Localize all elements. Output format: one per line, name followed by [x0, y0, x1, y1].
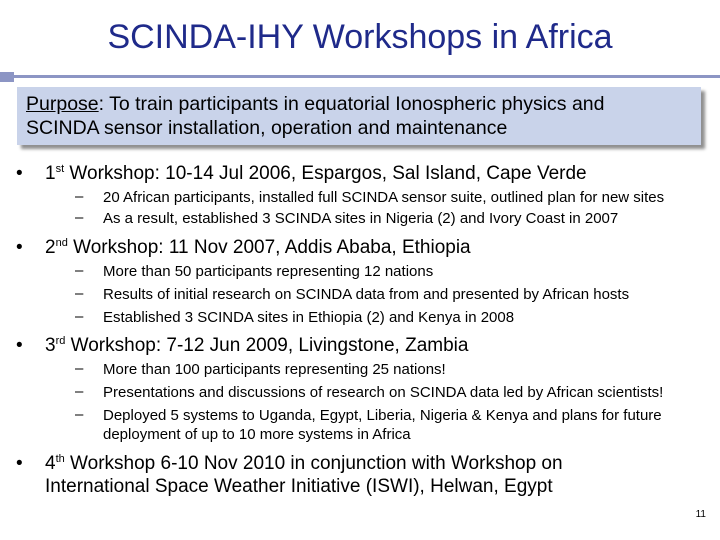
bullet-marker: • [16, 335, 23, 356]
workshop-2-point-1: More than 50 participants representing 12 nations [103, 263, 434, 280]
workshop-1-point-1: 20 African participants, installed full SCINDA sensor suite, outlined plan for new sites [103, 189, 665, 206]
purpose-line-2: SCINDA sensor installation, operation and maintenance [26, 117, 508, 139]
workshop-2-point-3: Established 3 SCINDA sites in Ethiopia (2) and Kenya in 2008 [103, 309, 515, 326]
workshop-4-heading-continued: International Space Weather Initiative (ISWI), Helwan, Egypt [45, 476, 553, 497]
dash-marker: – [75, 262, 84, 279]
dash-marker: – [75, 308, 84, 325]
purpose-box [17, 87, 701, 145]
workshop-3-heading: 3rd Workshop: 7-12 Jun 2009, Livingstone, Zambia [45, 335, 469, 356]
workshop-3-point-3-continued: deployment of up to 10 more systems in Africa [103, 426, 411, 443]
purpose-text [26, 92, 605, 140]
slide-title: SCINDA-IHY Workshops in Africa [107, 18, 613, 56]
workshop-4-heading: 4th Workshop 6-10 Nov 2010 in conjunction with Workshop on [45, 453, 563, 474]
dash-marker: – [75, 209, 84, 226]
purpose-label: Purpose [26, 93, 99, 115]
page-number: 11 [695, 509, 706, 520]
bullet-marker: • [16, 163, 23, 184]
workshop-3-point-2: Presentations and discussions of research on SCINDA data led by African scientists! [103, 384, 664, 401]
workshop-3-point-1: More than 100 participants representing 25 nations! [103, 361, 446, 378]
workshop-2-point-2: Results of initial research on SCINDA data from and presented by African hosts [103, 286, 630, 303]
workshop-3-point-3: Deployed 5 systems to Uganda, Egypt, Liberia, Nigeria & Kenya and plans for future [103, 407, 662, 424]
workshop-1-point-2: As a result, established 3 SCINDA sites in Nigeria (2) and Ivory Coast in 2007 [103, 210, 619, 227]
dash-marker: – [75, 188, 84, 205]
title-divider [0, 72, 720, 82]
dash-marker: – [75, 285, 84, 302]
bullet-marker: • [16, 453, 23, 474]
purpose-line-1: : To train participants in equatorial Ionospheric physics and [98, 93, 605, 115]
dash-marker: – [75, 383, 84, 400]
workshop-1-heading: 1st Workshop: 10-14 Jul 2006, Espargos, Sal Island, Cape Verde [45, 163, 587, 184]
dash-marker: – [75, 406, 84, 423]
dash-marker: – [75, 360, 84, 377]
bullet-marker: • [16, 237, 23, 258]
workshop-2-heading: 2nd Workshop: 11 Nov 2007, Addis Ababa, Ethiopia [45, 237, 471, 258]
